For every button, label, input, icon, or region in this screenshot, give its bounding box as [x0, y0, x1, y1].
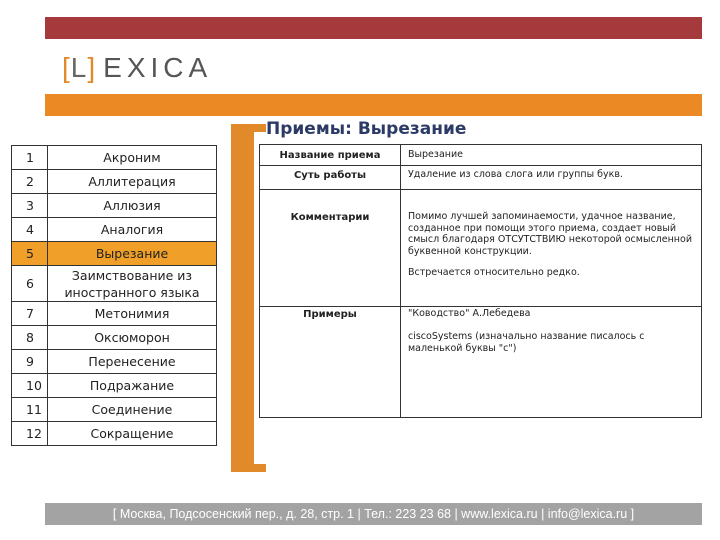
section-title: Приемы: Вырезание — [266, 119, 467, 139]
bracket-bottom — [231, 464, 266, 472]
list-item[interactable] — [12, 170, 217, 194]
list-item-label: Вырезание — [48, 242, 217, 266]
list-item-label: Соединение — [48, 398, 217, 422]
essence-label: Суть работы — [293, 170, 367, 181]
bracket-top — [231, 124, 266, 132]
list-item-label: Перенесение — [48, 350, 217, 374]
comments-value: Помимо лучшей запоминаемости, удачное название, созданное при помощи этого приема, создает новый смысл благодаря ОТСУТСТВИЮ некоторой осмысленной буквенной конструкции. — [408, 211, 692, 257]
logo-letter-l: L — [70, 52, 87, 83]
examples-label: Примеры — [303, 309, 357, 320]
list-item-label: Аллюзия — [48, 194, 217, 218]
list-item-label: Оксюморон — [48, 326, 217, 350]
list-item-number: 11 — [12, 398, 48, 422]
comments-note: Встречается относительно редко. — [408, 267, 580, 278]
footer-contacts: [ Москва, Подсосенский пер., д. 28, стр. 1 | Тел.: 223 23 68 | www.lexica.ru | info@lexica.ru ] — [45, 503, 702, 525]
list-item-number: 5 — [12, 242, 48, 266]
list-item-label: Акроним — [48, 146, 217, 170]
row-divider — [260, 306, 701, 307]
list-item[interactable] — [12, 326, 217, 350]
list-item[interactable] — [12, 350, 217, 374]
list-item-number: 12 — [12, 422, 48, 446]
orange-header-bar — [45, 94, 702, 116]
row-divider — [260, 165, 701, 166]
bracket-vertical — [231, 124, 254, 472]
techniques-list — [11, 145, 217, 446]
list-item-number: 6 — [12, 266, 48, 302]
list-item[interactable] — [12, 398, 217, 422]
list-item[interactable] — [12, 194, 217, 218]
list-item-number: 3 — [12, 194, 48, 218]
top-red-bar — [45, 17, 702, 39]
row-divider — [260, 189, 701, 190]
column-divider — [400, 145, 401, 417]
technique-detail-table — [259, 144, 702, 418]
lexica-logo — [62, 51, 212, 85]
list-item[interactable] — [12, 302, 217, 326]
list-item-label: Подражание — [48, 374, 217, 398]
list-item[interactable] — [12, 146, 217, 170]
comments-label: Комментарии — [290, 212, 370, 223]
logo-bracket-close: ] — [87, 52, 96, 83]
list-item-label: Метонимия — [48, 302, 217, 326]
list-item-active[interactable] — [12, 242, 217, 266]
list-item-label: Аналогия — [48, 218, 217, 242]
name-value: Вырезание — [408, 149, 463, 160]
list-item-number: 4 — [12, 218, 48, 242]
list-item[interactable] — [12, 218, 217, 242]
list-item[interactable] — [12, 374, 217, 398]
list-item-label: Сокращение — [48, 422, 217, 446]
list-item-number: 2 — [12, 170, 48, 194]
list-item[interactable] — [12, 266, 217, 302]
list-item-number: 7 — [12, 302, 48, 326]
list-item[interactable] — [12, 422, 217, 446]
logo-bracket-open: [ — [62, 52, 70, 83]
list-item-number: 9 — [12, 350, 48, 374]
essence-value: Удаление из слова слога или группы букв. — [408, 169, 623, 180]
logo-text: EXICA — [103, 52, 213, 83]
list-item-label: Аллитерация — [48, 170, 217, 194]
list-item-label: Заимствование из иностранного языка — [48, 266, 217, 302]
list-item-number: 1 — [12, 146, 48, 170]
list-item-number: 10 — [12, 374, 48, 398]
name-label: Название приема — [279, 150, 381, 161]
example-1: "Ководство" А.Лебедева — [408, 308, 531, 319]
example-2: ciscoSystems (изначально название писалось с маленькой буквы "с") — [408, 331, 645, 354]
list-item-number: 8 — [12, 326, 48, 350]
